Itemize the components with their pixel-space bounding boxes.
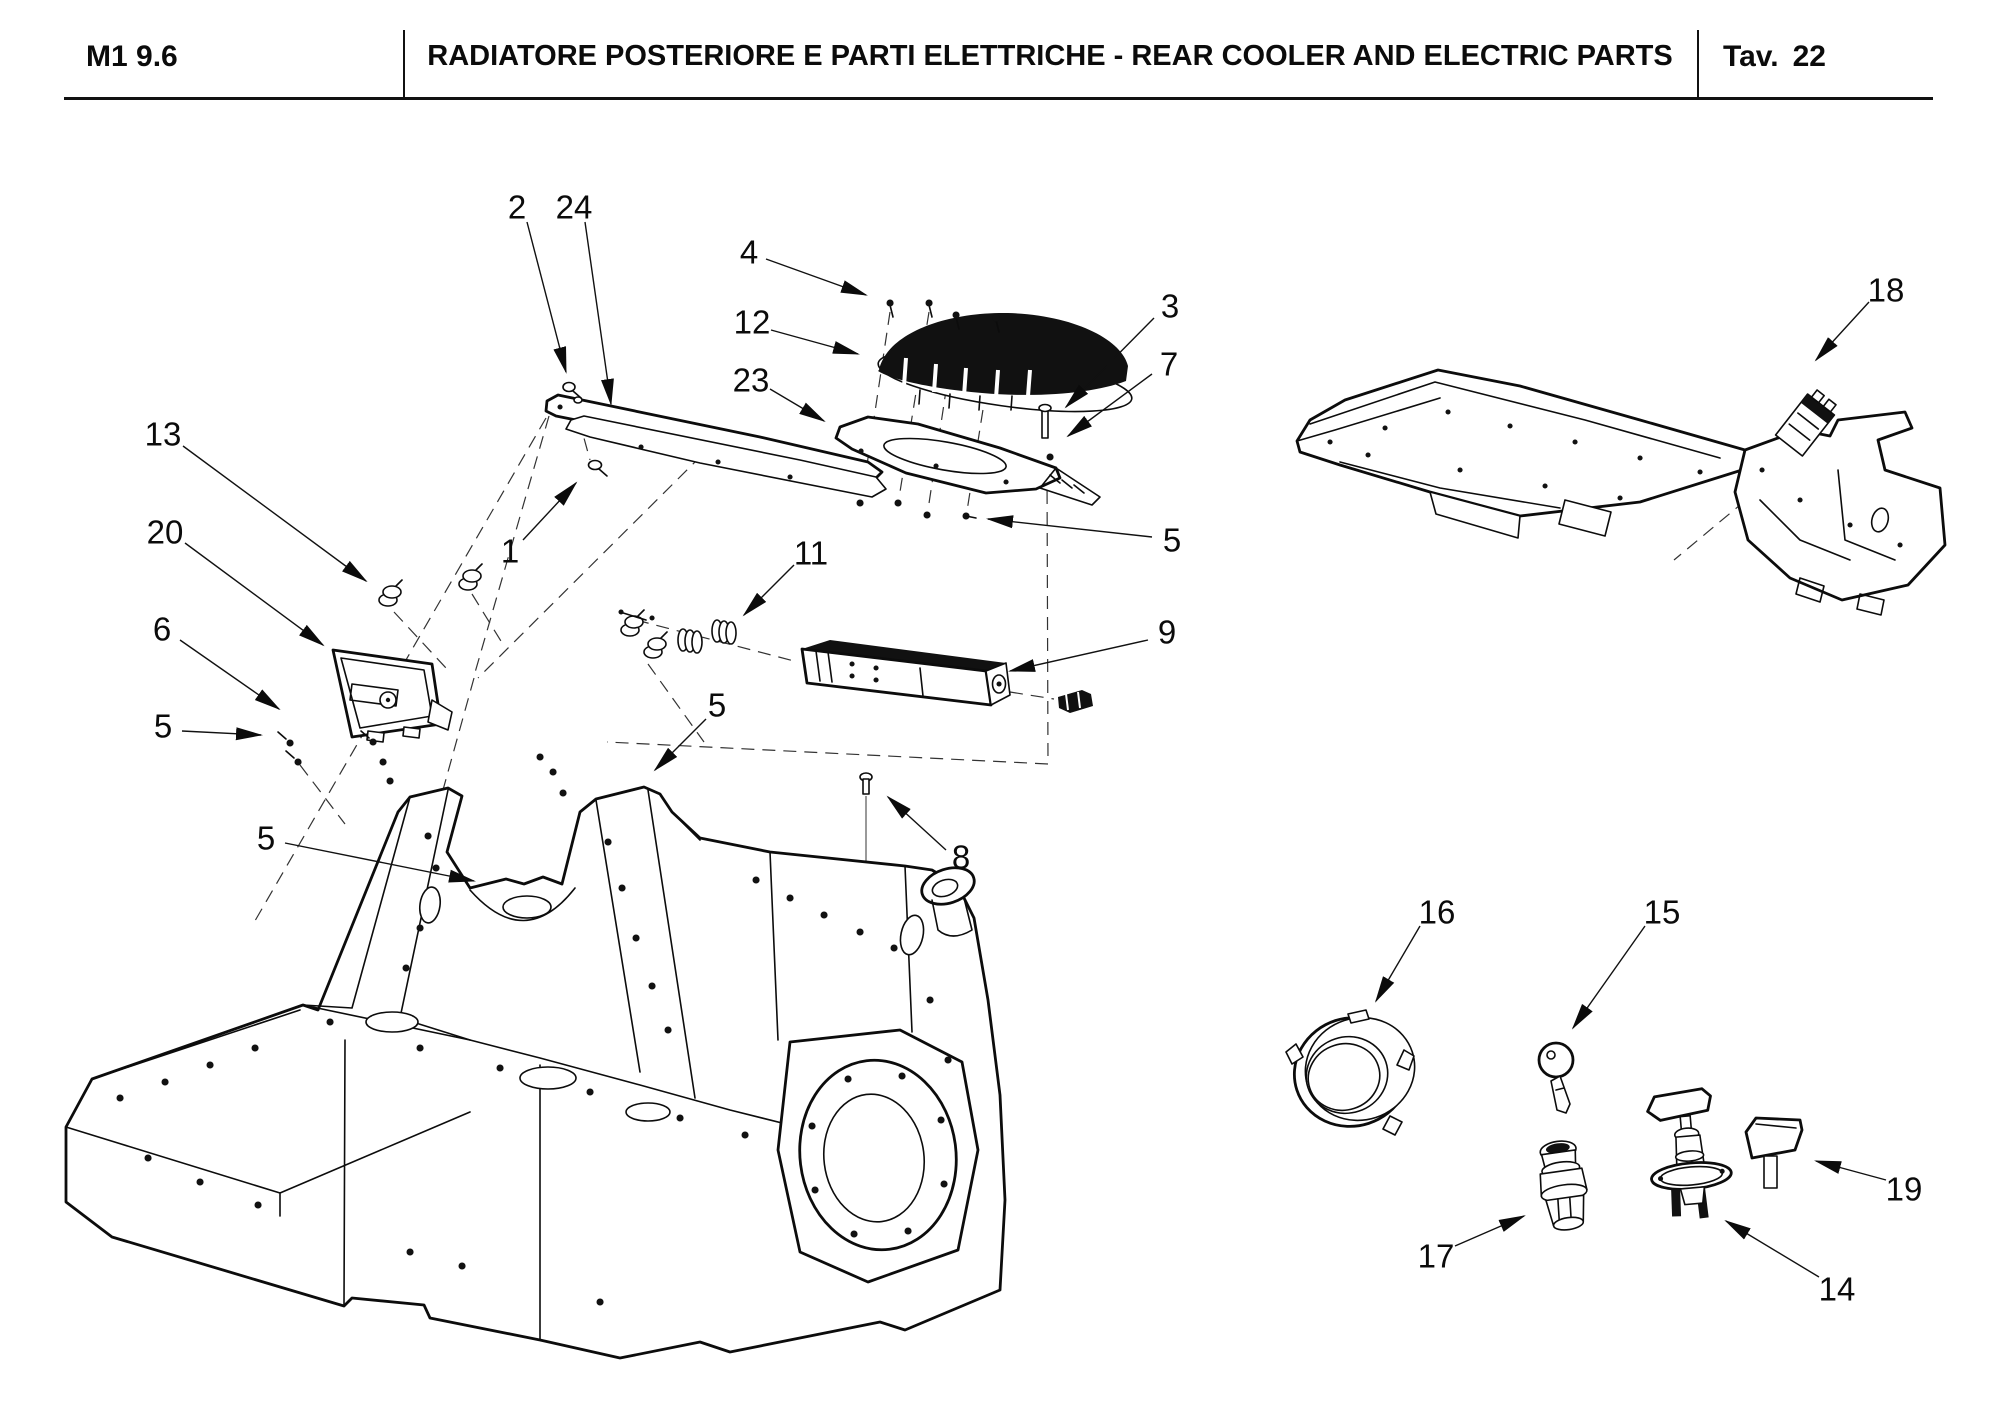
callout-6-10	[153, 611, 279, 710]
callout-4-2	[740, 234, 866, 296]
callout-number: 6	[152, 610, 172, 648]
callout-number: 4	[739, 233, 759, 271]
callout-number: 17	[1417, 1237, 1455, 1275]
callout-5-15	[988, 519, 1181, 559]
connector-plug-icon	[1058, 690, 1093, 713]
callout-13-8	[145, 416, 366, 582]
leader-line	[185, 543, 323, 645]
leader-line	[182, 731, 261, 735]
leader-line	[523, 483, 576, 540]
leader-line	[585, 222, 611, 404]
callout-19-23	[1816, 1161, 1922, 1208]
spare-key-part	[1746, 1118, 1802, 1188]
callout-number: 8	[951, 838, 971, 876]
rubber-mount-icon	[644, 632, 667, 658]
callout-number: 5	[153, 707, 173, 745]
screw-8-icon	[860, 773, 872, 794]
leader-line	[1726, 1221, 1819, 1277]
rubber-mount-icon	[379, 580, 402, 606]
callout-5-11	[154, 708, 261, 745]
ecu-screws	[290, 742, 390, 781]
leader-line	[1573, 926, 1645, 1028]
screw-1-icon	[589, 461, 608, 477]
key-blade	[1551, 1076, 1570, 1113]
callout-5-14	[655, 687, 726, 771]
key-part	[1539, 1043, 1573, 1113]
deck-slot	[520, 1067, 576, 1089]
ignition-switch-part	[1534, 1138, 1592, 1233]
leader-line	[1376, 926, 1420, 1001]
callout-11-13	[744, 535, 828, 616]
leader-line	[766, 259, 866, 295]
leader-line	[1816, 1161, 1886, 1180]
callout-number: 13	[144, 415, 182, 453]
leader-line	[1010, 640, 1148, 671]
wheel-arch-plate	[778, 1030, 978, 1282]
callout-number: 14	[1818, 1270, 1856, 1308]
bushing-icon	[678, 629, 702, 653]
callout-number: 12	[733, 303, 771, 341]
callout-number: 5	[256, 819, 276, 857]
callout-number: 1	[500, 532, 520, 570]
callout-number: 23	[732, 361, 770, 399]
callout-15-20	[1573, 894, 1680, 1029]
plate-value: 22	[1792, 40, 1826, 73]
callout-8-17	[888, 797, 970, 876]
ecu-connector-pin	[386, 698, 390, 702]
callout-24-1	[556, 189, 611, 405]
plate-nuts	[860, 503, 966, 516]
plate-label: Tav.	[1723, 40, 1779, 73]
callout-20-9	[147, 514, 323, 646]
callout-number: 20	[146, 513, 184, 551]
deck-slot	[626, 1103, 670, 1121]
saddle-hole	[503, 896, 551, 918]
callout-number: 5	[707, 686, 727, 724]
support-bracket-part	[546, 383, 886, 498]
leader-line	[988, 519, 1152, 537]
controller-module-part	[802, 640, 1093, 713]
callout-number: 3	[1160, 287, 1180, 325]
callout-number: 24	[555, 188, 593, 226]
mounting-tray-part	[1297, 370, 1945, 615]
leader-line	[1816, 302, 1869, 360]
axis-screws-3-7	[607, 470, 1048, 764]
bezel-ring-part	[1280, 1003, 1428, 1142]
callout-number: 19	[1885, 1170, 1923, 1208]
callout-23-4	[733, 362, 824, 422]
callout-16-19	[1376, 894, 1455, 1002]
callout-number: 18	[1867, 271, 1905, 309]
callout-number: 7	[1159, 345, 1179, 383]
leader-line	[1455, 1216, 1524, 1246]
leader-line	[888, 797, 946, 850]
deck-slot	[366, 1012, 418, 1032]
callout-18-7	[1816, 272, 1904, 361]
callout-number: 9	[1157, 613, 1177, 651]
battery-disconnect-part	[1644, 1087, 1735, 1223]
chassis-part	[66, 757, 1005, 1358]
screws-3-7-icon	[1039, 405, 1051, 458]
callout-17-21	[1418, 1216, 1524, 1275]
leader-line	[744, 565, 794, 615]
callout-14-22	[1726, 1221, 1855, 1308]
leader-line	[771, 330, 858, 354]
tray-top-face	[1297, 370, 1745, 516]
callout-12-3	[734, 304, 858, 355]
callout-9-16	[1010, 614, 1176, 672]
callout-number: 2	[507, 188, 527, 226]
callout-number: 11	[793, 534, 829, 572]
callout-number: 15	[1643, 893, 1681, 931]
callout-number: 16	[1418, 893, 1456, 931]
callout-1-12	[501, 483, 576, 570]
page-title: RADIATORE POSTERIORE E PARTI ELETTRICHE - REAR COOLER AND ELECTRIC PARTS	[427, 40, 1673, 72]
leader-line	[183, 446, 366, 581]
leader-line	[527, 222, 566, 372]
manual-code: M1 9.6	[86, 40, 178, 73]
disconnect-lever	[1646, 1088, 1712, 1121]
rubber-mount-icon	[459, 564, 482, 590]
callout-number: 5	[1162, 521, 1182, 559]
leader-line	[180, 640, 279, 709]
ecu-assembly-part	[278, 564, 667, 781]
bushing-icon	[712, 620, 736, 644]
leader-line	[770, 389, 824, 421]
